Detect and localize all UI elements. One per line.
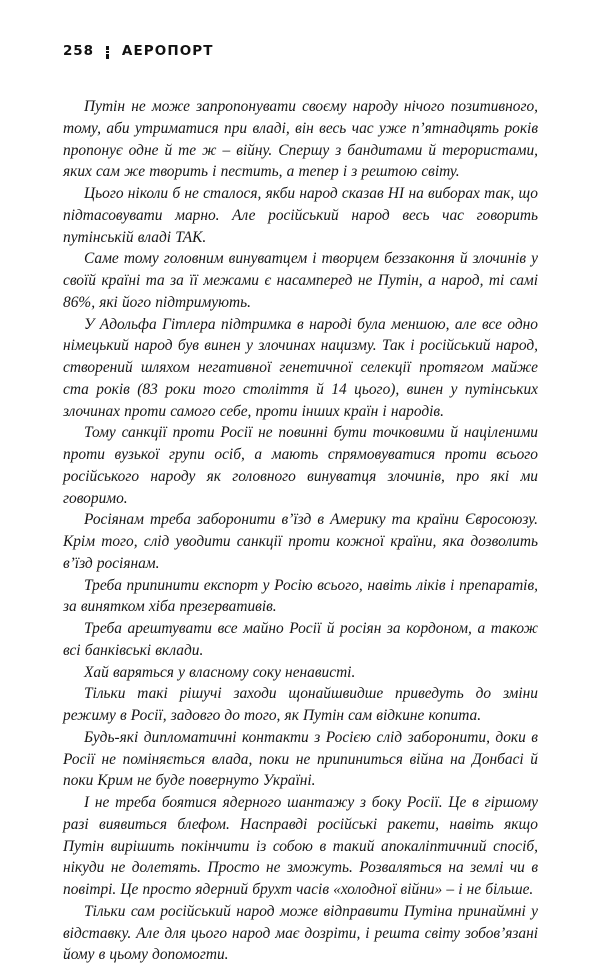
running-head	[63, 42, 214, 62]
paragraph: Путін не може запропонувати своєму народу нічого позитивного, тому, аби утриматися при владі, він весь час уже п’ятнадцять років пропонує одне й те ж – війну. Спершу з бандитами й терористами, яких сам же творить і пестить, а тепер і з рештою світу.	[63, 98, 538, 181]
paragraph: Тільки такі рішучі заходи щонайшвидше приведуть до зміни режиму в Росії, задовго до того, як Путін сам відкине копита.	[63, 685, 538, 724]
running-title: АЕРОПОРТ	[121, 43, 214, 60]
page-number: 258	[63, 43, 94, 60]
paragraph: Треба припинити експорт у Росію всього, навіть ліків і препаратів, за винятком хіба презервативів.	[63, 576, 538, 616]
paragraph: Треба арештувати все майно Росії й росіян за кордоном, а також всі банківські вклади.	[63, 620, 538, 659]
body-text	[63, 96, 538, 966]
paragraph: І не треба боятися ядерного шантажу з боку Росії. Це в гіршому разі виявиться блефом. Насправді російські ракети, навіть якщо Путін вирішить покінчити із собою в такий апокаліптичний спосіб, нікуди не долетять. Просто не зможуть. Розваляться на землі чи в повітрі. Це просто ядерний брухт часів «холодної війни» – і не більше.	[63, 794, 538, 898]
vertical-dotted-divider-icon	[106, 46, 109, 59]
paragraph: У Адольфа Гітлера підтримка в народі була меншою, але все одно німецький народ був винен у злочинах нацизму. Так і російський народ, створений шляхом негативної генетичної селекції протягом майже ста років (83 роки того століття й 14 цього), винен у путінських злочинах проти самого себе, проти інших країн і народів.	[63, 315, 538, 420]
paragraph: Тільки сам російський народ може відправити Путіна принаймні у відставку. Але для цього народ має дозріти, і решта світу зобов’язані йому в цьому допомогти.	[63, 902, 538, 964]
paragraph: Будь-які дипломатичні контакти з Росією слід заборонити, доки в Росії не поміняється влада, поки не припиниться війна на Донбасі й поки Крим не буде повернуто Україні.	[63, 728, 538, 790]
paragraph: Тому санкції проти Росії не повинні бути точковими й націленими проти вузької групи осіб, а мають спрямовуватися проти всього російського народу як головного винуватця злочинів, про які ми говоримо.	[63, 424, 538, 507]
paragraph: Саме тому головним винуватцем і творцем беззаконня й злочинів у своїй країні та за її межами є насамперед не Путін, а народ, ті самі 86%, які його підтримують.	[63, 250, 538, 311]
paragraph: Цього ніколи б не сталося, якби народ сказав НІ на виборах так, що підтасовувати марно. Але російський народ весь час говорить путінській владі ТАК.	[63, 185, 538, 246]
paragraph: Росіянам треба заборонити в’їзд в Америку та країни Євросоюзу. Крім того, слід уводити санкції проти кожної країни, яка дозволить в’їзд росіянам.	[63, 511, 538, 572]
paragraph: Хай варяться у власному соку ненависті.	[84, 663, 356, 681]
